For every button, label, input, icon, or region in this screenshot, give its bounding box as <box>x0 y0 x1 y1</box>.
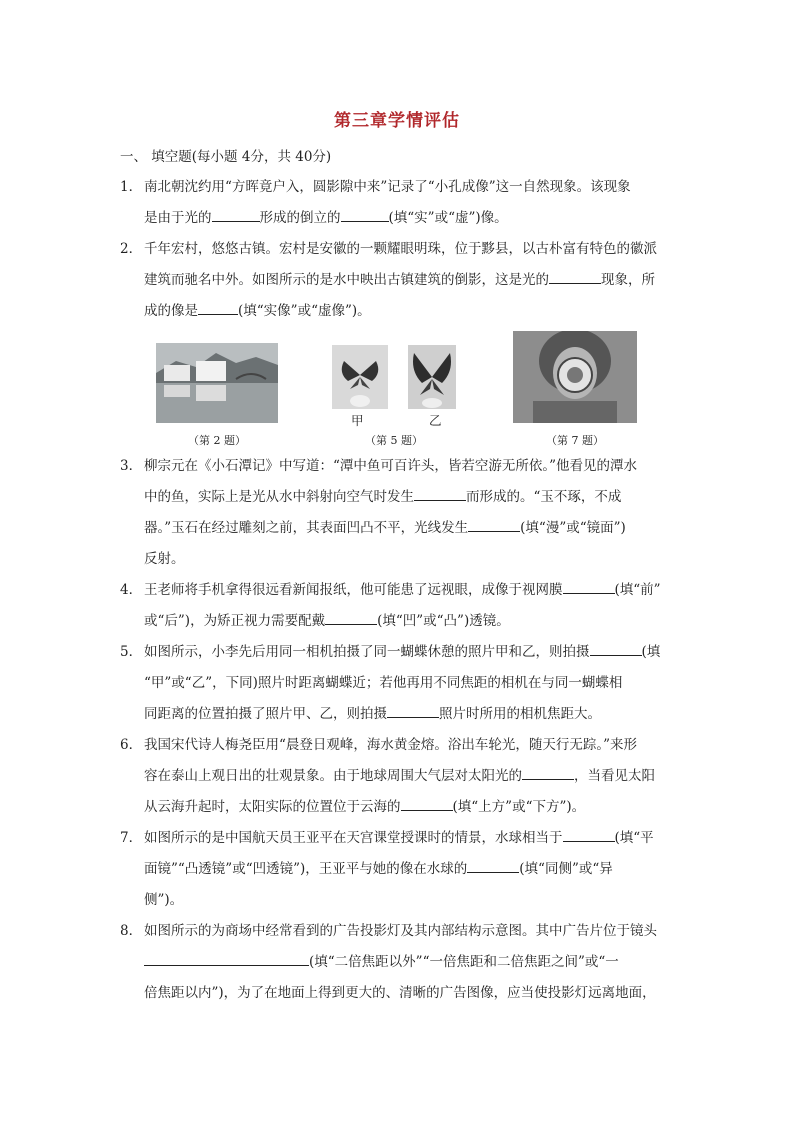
astronaut-water-ball-photo <box>513 331 637 423</box>
section-heading: 一、 填空题(每小题 4分，共 40分) <box>120 149 332 165</box>
answer-blank[interactable] <box>144 951 309 966</box>
answer-blank[interactable] <box>467 858 519 873</box>
butterfly-photo-b <box>408 345 456 409</box>
question-7: 7． 如图所示的是中国航天员王亚平在天宫课堂授课时的情景，水球相当于 (填“平 面镜”“凸透镜”或“凹透镜”)，王亚平与她的像在水球的 (填“同侧”或“异 侧”)。 <box>120 823 680 916</box>
answer-blank[interactable] <box>325 610 377 625</box>
butterfly-photo-a <box>332 345 388 409</box>
answer-blank[interactable] <box>549 269 601 284</box>
question-number: 7． <box>120 830 143 846</box>
answer-blank[interactable] <box>387 703 439 718</box>
answer-blank[interactable] <box>212 207 260 222</box>
answer-blank[interactable] <box>563 579 615 594</box>
figure-label-b: 乙 <box>429 413 442 428</box>
question-5: 5． 如图所示，小李先后用同一相机拍摄了同一蝴蝶休憩的照片甲和乙，则拍摄 (填 “甲”或“乙”，下同)照片时距离蝴蝶近；若他再用不同焦距的相机在与同一蝴蝶相 同距离的位置拍摄了照片甲、乙，则拍摄 照片时所用的相机焦距大。 <box>120 637 680 730</box>
question-4: 4． 王老师将手机拿得很远看新闻报纸，他可能患了远视眼，成像于视网膜 (填“前” 或“后”)，为矫正视力需要配戴 (填“凹”或“凸”)透镜。 <box>120 575 680 637</box>
question-6: 6． 我国宋代诗人梅尧臣用“晨登日观峰，海水黄金熔。浴出车轮光，随天行无踪。”来形 容在泰山上观日出的壮观景象。由于地球周围大气层对太阳光的 ，当看见太阳 从云海升起时，太阳实际的位置位于云海的 (填“上方”或“下方”)。 <box>120 730 680 823</box>
question-number: 8． <box>120 923 143 939</box>
question-number: 3． <box>120 458 143 474</box>
figure-label-a: 甲 <box>351 413 364 428</box>
figure-caption-7: （第 7 题） <box>546 434 604 447</box>
question-number: 1． <box>120 179 143 195</box>
question-number: 2． <box>120 241 143 257</box>
answer-blank[interactable] <box>590 641 642 656</box>
figure-caption-5: （第 5 题） <box>365 434 423 447</box>
question-number: 6． <box>120 737 143 753</box>
answer-blank[interactable] <box>401 796 453 811</box>
figure-caption-2: （第 2 题） <box>188 434 246 447</box>
question-2: 2． 千年宏村，悠悠古镇。宏村是安徽的一颗耀眼明珠，位于黟县，以古朴富有特色的徽派 建筑而驰名中外。如图所示的是水中映出古镇建筑的倒影，这是光的 现象，所 成的像是 (填“实像”或“虚像”)。 <box>120 234 680 327</box>
answer-blank[interactable] <box>522 765 574 780</box>
question-3: 3． 柳宗元在《小石潭记》中写道：“潭中鱼可百许头，皆若空游无所依。”他看见的潭水 中的鱼，实际上是光从水中斜射向空气时发生 而形成的。“玉不琢，不成 器。”玉石在经过雕刻之前，其表面凹凸不平，光线发生 (填“漫”或“镜面”) 反射。 <box>120 451 680 575</box>
question-1: 1． 南北朝沈约用“方晖竟户入，圆影隙中来”记录了“小孔成像”这一自然现象。该现象 是由于光的 形成的倒立的 (填“实”或“虚”)像。 <box>120 172 680 234</box>
question-number: 4． <box>120 582 143 598</box>
answer-blank[interactable] <box>198 300 238 315</box>
answer-blank[interactable] <box>341 207 389 222</box>
answer-blank[interactable] <box>414 486 466 501</box>
village-reflection-photo <box>156 343 278 423</box>
answer-blank[interactable] <box>468 517 520 532</box>
answer-blank[interactable] <box>563 827 615 842</box>
question-number: 5． <box>120 644 143 660</box>
question-8: 8． 如图所示的为商场中经常看到的广告投影灯及其内部结构示意图。其中广告片位于镜头 (填“二倍焦距以外”“一倍焦距和二倍焦距之间”或“一 倍焦距以内”)，为了在地面上得到更大的、清晰的广告图像，应当使投影灯远离地面， <box>120 916 680 1009</box>
page-title: 第三章学情评估 <box>334 111 460 131</box>
